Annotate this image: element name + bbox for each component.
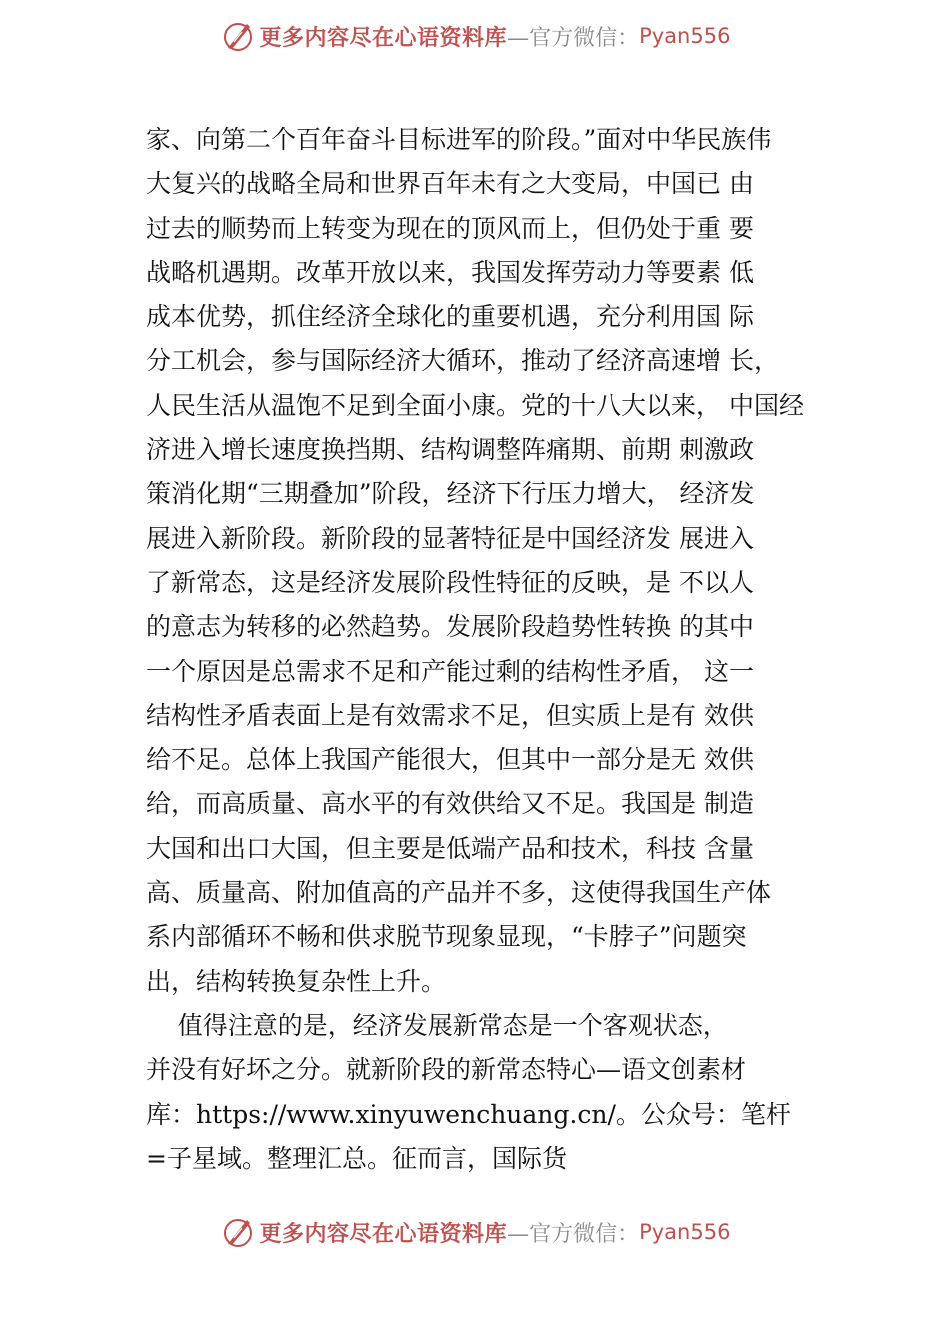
text-line: 给不足。总体上我国产能很大，但其中一部分是无 效供 — [146, 745, 754, 775]
quill-pen-circle-icon — [220, 18, 256, 54]
text-line: 大国和出口大国，但主要是低端产品和技术，科技 含量 — [146, 833, 754, 863]
text-line: 人民生活从温饱不足到全面小康。党的十八大以来， 中国经 — [146, 390, 804, 420]
text-line: =子星域。整理汇总。征而言，国际货 — [146, 1143, 567, 1173]
text-line: 家、向第二个百年奋斗目标进军的阶段。”面对中华民族伟 — [146, 125, 772, 154]
banner-wechat-id: Pyan556 — [639, 24, 731, 48]
quill-pen-circle-icon — [220, 1214, 256, 1250]
header-banner — [0, 16, 950, 56]
text-line: 过去的顺势而上转变为现在的顶风而上，但仍处于重 要 — [146, 213, 754, 243]
text-line: 一个原因是总需求不足和产能过剩的结构性矛盾， 这一 — [146, 656, 754, 686]
banner-wechat-id: Pyan556 — [639, 1220, 731, 1244]
text-line: 展进入新阶段。新阶段的显著特征是中国经济发 展进入 — [146, 523, 754, 553]
text-line: 出，结构转换复杂性上升。 — [146, 966, 447, 996]
text-line: 大复兴的战略全局和世界百年未有之大变局，中国已 由 — [146, 169, 754, 199]
text-line: 库：https://www.xinyuwenchuang.cn/。公众号：笔杆 — [146, 1099, 791, 1129]
text-line: 成本优势，抓住经济全球化的重要机遇，充分利用国 际 — [146, 302, 754, 332]
text-line: 并没有好坏之分。就新阶段的新常态特心—语文创素材 — [146, 1055, 747, 1085]
text-line: 的意志为转移的必然趋势。发展阶段趋势性转换 的其中 — [146, 612, 754, 642]
banner-main-text: 更多内容尽在心语资料库 — [259, 1220, 508, 1247]
text-line: 给，而高质量、高水平的有效供给又不足。我国是 制造 — [146, 789, 754, 819]
banner-sub-text: —官方微信： — [507, 25, 640, 51]
text-line: 系内部循环不畅和供求脱节现象显现，“卡脖子”问题突 — [146, 922, 747, 952]
text-line: 策消化期“三期叠加”阶段，经济下行压力增大， 经济发 — [146, 479, 755, 509]
text-line: 了新常态，这是经济发展阶段性特征的反映，是 不以人 — [146, 567, 754, 597]
text-line: 值得注意的是，经济发展新常态是一个客观状态， — [146, 1010, 728, 1040]
text-line: 分工机会，参与国际经济大循环，推动了经济高速增 长， — [146, 346, 779, 376]
banner-main-text: 更多内容尽在心语资料库 — [259, 24, 508, 51]
text-line: 高、质量高、附加值高的产品并不多，这使得我国生产体 — [146, 878, 772, 908]
text-line: 战略机遇期。改革开放以来，我国发挥劳动力等要素 低 — [146, 257, 754, 287]
text-line: 结构性矛盾表面上是有效需求不足，但实质上是有 效供 — [146, 700, 754, 730]
banner-sub-text: —官方微信： — [507, 1221, 640, 1247]
document-body — [146, 118, 846, 1181]
footer-banner — [0, 1212, 950, 1252]
text-line: 济进入增长速度换挡期、结构调整阵痛期、前期 刺激政 — [146, 435, 754, 465]
